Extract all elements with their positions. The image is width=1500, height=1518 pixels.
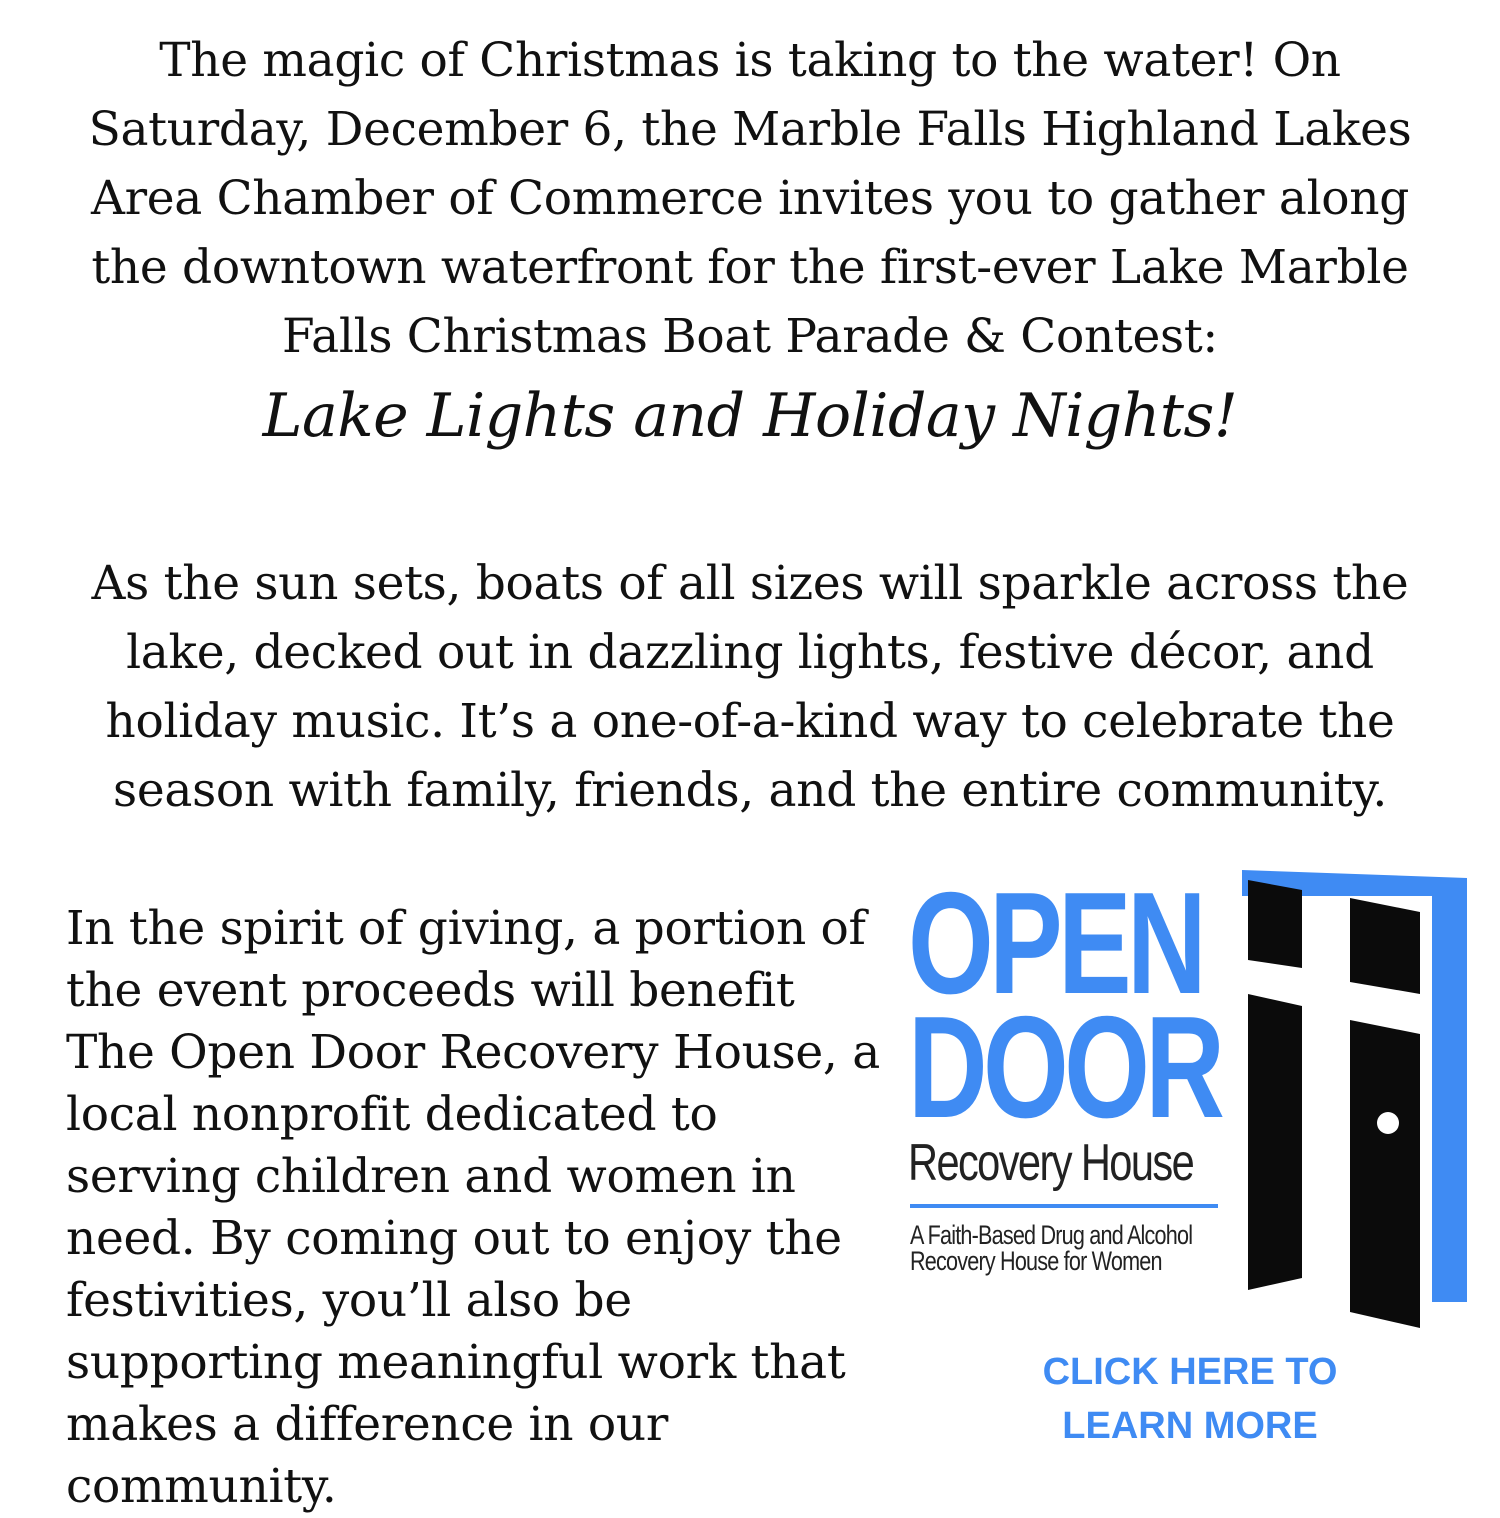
door-knob (1377, 1112, 1399, 1134)
logo-door-text: DOOR (908, 986, 1221, 1148)
door-panel-top-right (1350, 898, 1420, 994)
logo-tagline (910, 1222, 1192, 1274)
event-title: Lake Lights and Holiday Nights! (262, 381, 1238, 451)
cta-line2: LEARN MORE (1062, 1405, 1318, 1447)
logo-tagline-line2: Recovery House for Women (910, 1246, 1162, 1276)
open-door-icon (1242, 870, 1472, 1335)
event-description: As the sun sets, boats of all sizes will sparkle across the lake, decked out in dazzling lights, festive décor, and holiday music. It’s a one-of-a-kind way to celebrate the season with family, friends, and the entire community. (91, 556, 1409, 818)
logo-tagline-line1: A Faith-Based Drug and Alcohol (910, 1220, 1193, 1250)
cta-line1: CLICK HERE TO (1042, 1351, 1338, 1393)
logo-divider (910, 1204, 1218, 1208)
door-panel-top-left (1248, 880, 1302, 968)
logo-subtitle: Recovery House (908, 1134, 1194, 1192)
door-panel-bottom-right (1350, 1020, 1420, 1328)
intro-paragraph: The magic of Christmas is taking to the water! On Saturday, December 6, the Marble Falls Highland Lakes Area Chamber of Commerce invites you to gather along the downtown waterfront for the first-ever Lake Marble Falls Christmas Boat Parade & Contest: (88, 33, 1412, 364)
charity-paragraph: In the spirit of giving, a portion of the event proceeds will benefit The Open Door Recovery House, a local nonprofit dedicated to serving children and women in need. By coming out to enjoy the festivities, you’ll also be supporting meaningful work that makes a difference in our community. (66, 901, 880, 1514)
learn-more-link[interactable] (990, 1345, 1390, 1453)
open-door-logo[interactable] (900, 862, 1480, 1340)
door-panel-bottom-left (1248, 994, 1302, 1290)
logo-open-text: OPEN (908, 862, 1203, 1024)
